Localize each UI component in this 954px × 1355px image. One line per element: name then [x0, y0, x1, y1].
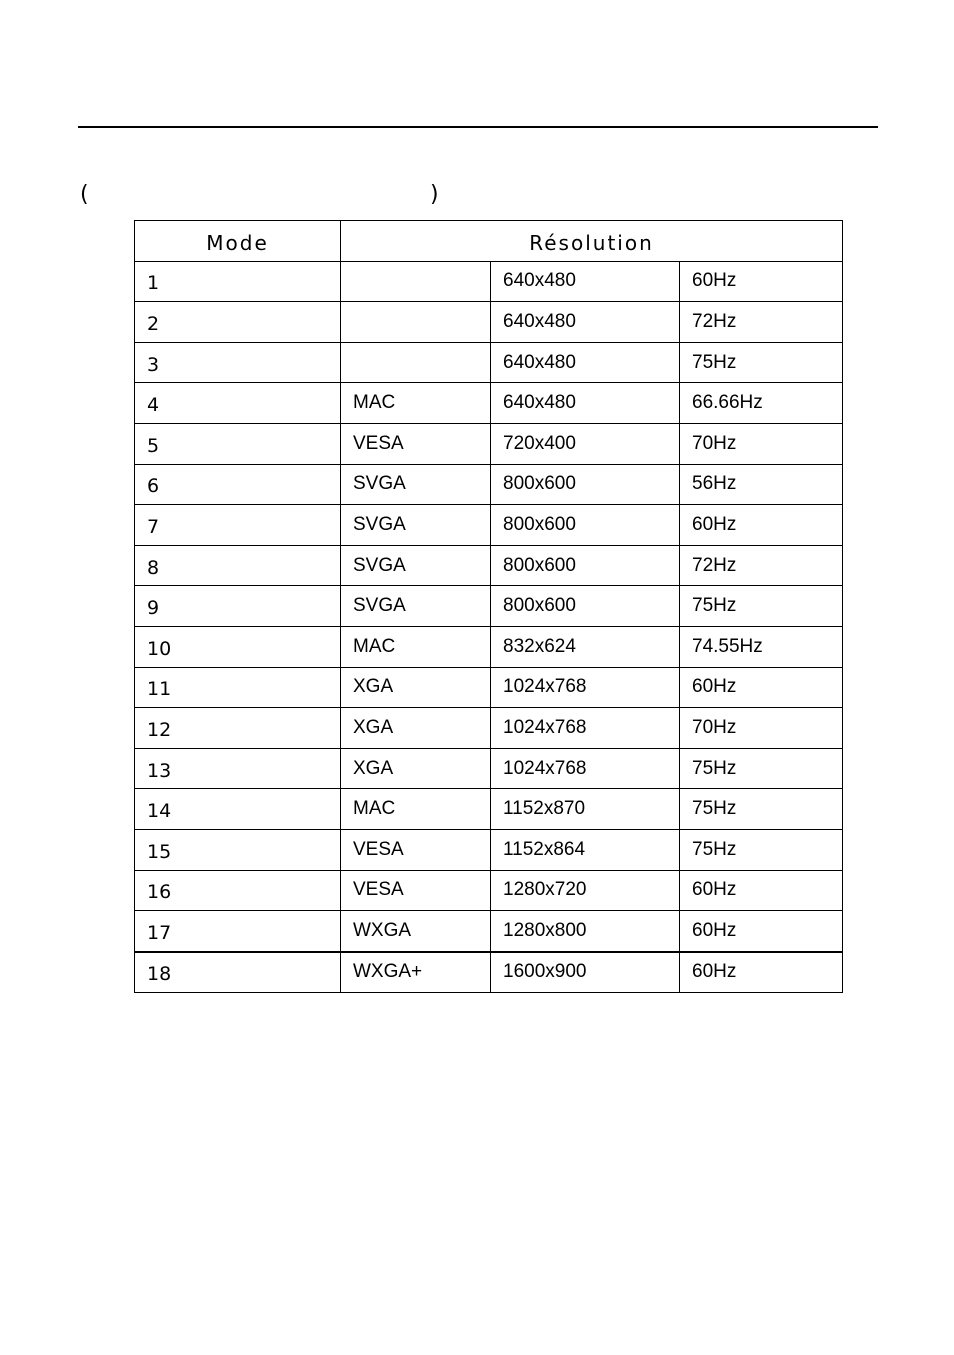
- refresh-rate-cell: 60Hz: [680, 261, 843, 302]
- refresh-rate-cell: 75Hz: [680, 829, 843, 870]
- table-row: [135, 545, 843, 586]
- standard-cell: WXGA: [341, 911, 491, 952]
- mode-cell: 2: [135, 302, 341, 343]
- refresh-rate-cell: 75Hz: [680, 789, 843, 830]
- resolution-cell: 640x480: [491, 302, 680, 343]
- table-row: [135, 342, 843, 383]
- resolution-cell: 1024x768: [491, 748, 680, 789]
- resolution-cell: 1600x900: [491, 952, 680, 993]
- mode-cell: 5: [135, 423, 341, 464]
- standard-cell: VESA: [341, 829, 491, 870]
- table-row: [135, 302, 843, 343]
- resolution-column-header: Résolution: [341, 221, 843, 262]
- resolution-cell: 720x400: [491, 423, 680, 464]
- table-row: [135, 667, 843, 708]
- refresh-rate-cell: 60Hz: [680, 952, 843, 993]
- mode-cell: 1: [135, 261, 341, 302]
- refresh-rate-cell: 60Hz: [680, 505, 843, 546]
- mode-cell: 3: [135, 342, 341, 383]
- mode-cell: 10: [135, 626, 341, 667]
- mode-cell: 13: [135, 748, 341, 789]
- resolution-cell: 800x600: [491, 505, 680, 546]
- standard-cell: SVGA: [341, 505, 491, 546]
- table-row: [135, 829, 843, 870]
- refresh-rate-cell: 56Hz: [680, 464, 843, 505]
- table-row: [135, 383, 843, 424]
- resolution-cell: 800x600: [491, 464, 680, 505]
- mode-cell: 6: [135, 464, 341, 505]
- display-modes-table: [134, 220, 843, 993]
- header-rule: [78, 126, 878, 128]
- table-row: [135, 748, 843, 789]
- mode-cell: 18: [135, 952, 341, 993]
- table-row: [135, 789, 843, 830]
- standard-cell: WXGA+: [341, 952, 491, 993]
- resolution-cell: 640x480: [491, 261, 680, 302]
- refresh-rate-cell: 70Hz: [680, 708, 843, 749]
- mode-cell: 15: [135, 829, 341, 870]
- standard-cell: SVGA: [341, 586, 491, 627]
- refresh-rate-cell: 60Hz: [680, 911, 843, 952]
- open-parenthesis: (: [80, 182, 89, 207]
- refresh-rate-cell: 60Hz: [680, 667, 843, 708]
- standard-cell: XGA: [341, 748, 491, 789]
- refresh-rate-cell: 75Hz: [680, 342, 843, 383]
- mode-cell: 12: [135, 708, 341, 749]
- resolution-cell: 1152x870: [491, 789, 680, 830]
- standard-cell: XGA: [341, 708, 491, 749]
- resolution-cell: 800x600: [491, 586, 680, 627]
- table-header-row: [135, 221, 843, 262]
- standard-cell: [341, 302, 491, 343]
- mode-cell: 11: [135, 667, 341, 708]
- refresh-rate-cell: 75Hz: [680, 748, 843, 789]
- refresh-rate-cell: 72Hz: [680, 545, 843, 586]
- resolution-cell: 1024x768: [491, 708, 680, 749]
- standard-cell: VESA: [341, 870, 491, 911]
- standard-cell: [341, 342, 491, 383]
- table-row: [135, 911, 843, 952]
- refresh-rate-cell: 60Hz: [680, 870, 843, 911]
- refresh-rate-cell: 72Hz: [680, 302, 843, 343]
- table-row: [135, 505, 843, 546]
- standard-cell: SVGA: [341, 464, 491, 505]
- standard-cell: XGA: [341, 667, 491, 708]
- mode-cell: 9: [135, 586, 341, 627]
- resolution-cell: 1280x800: [491, 911, 680, 952]
- table-row: [135, 952, 843, 993]
- table-row: [135, 586, 843, 627]
- standard-cell: SVGA: [341, 545, 491, 586]
- resolution-cell: 640x480: [491, 342, 680, 383]
- standard-cell: MAC: [341, 789, 491, 830]
- mode-cell: 17: [135, 911, 341, 952]
- refresh-rate-cell: 75Hz: [680, 586, 843, 627]
- table-row: [135, 626, 843, 667]
- table-row: [135, 870, 843, 911]
- resolution-cell: 800x600: [491, 545, 680, 586]
- mode-cell: 7: [135, 505, 341, 546]
- mode-cell: 14: [135, 789, 341, 830]
- standard-cell: [341, 261, 491, 302]
- refresh-rate-cell: 66.66Hz: [680, 383, 843, 424]
- close-parenthesis: ): [430, 182, 439, 207]
- mode-cell: 16: [135, 870, 341, 911]
- resolution-cell: 1024x768: [491, 667, 680, 708]
- mode-column-header: Mode: [135, 221, 341, 262]
- mode-rows: [135, 261, 843, 993]
- refresh-rate-cell: 74.55Hz: [680, 626, 843, 667]
- mode-cell: 8: [135, 545, 341, 586]
- standard-cell: VESA: [341, 423, 491, 464]
- table-row: [135, 464, 843, 505]
- resolution-cell: 640x480: [491, 383, 680, 424]
- mode-cell: 4: [135, 383, 341, 424]
- resolution-cell: 832x624: [491, 626, 680, 667]
- table-row: [135, 708, 843, 749]
- resolution-cell: 1280x720: [491, 870, 680, 911]
- standard-cell: MAC: [341, 383, 491, 424]
- table-row: [135, 423, 843, 464]
- table-row: [135, 261, 843, 302]
- refresh-rate-cell: 70Hz: [680, 423, 843, 464]
- resolution-cell: 1152x864: [491, 829, 680, 870]
- standard-cell: MAC: [341, 626, 491, 667]
